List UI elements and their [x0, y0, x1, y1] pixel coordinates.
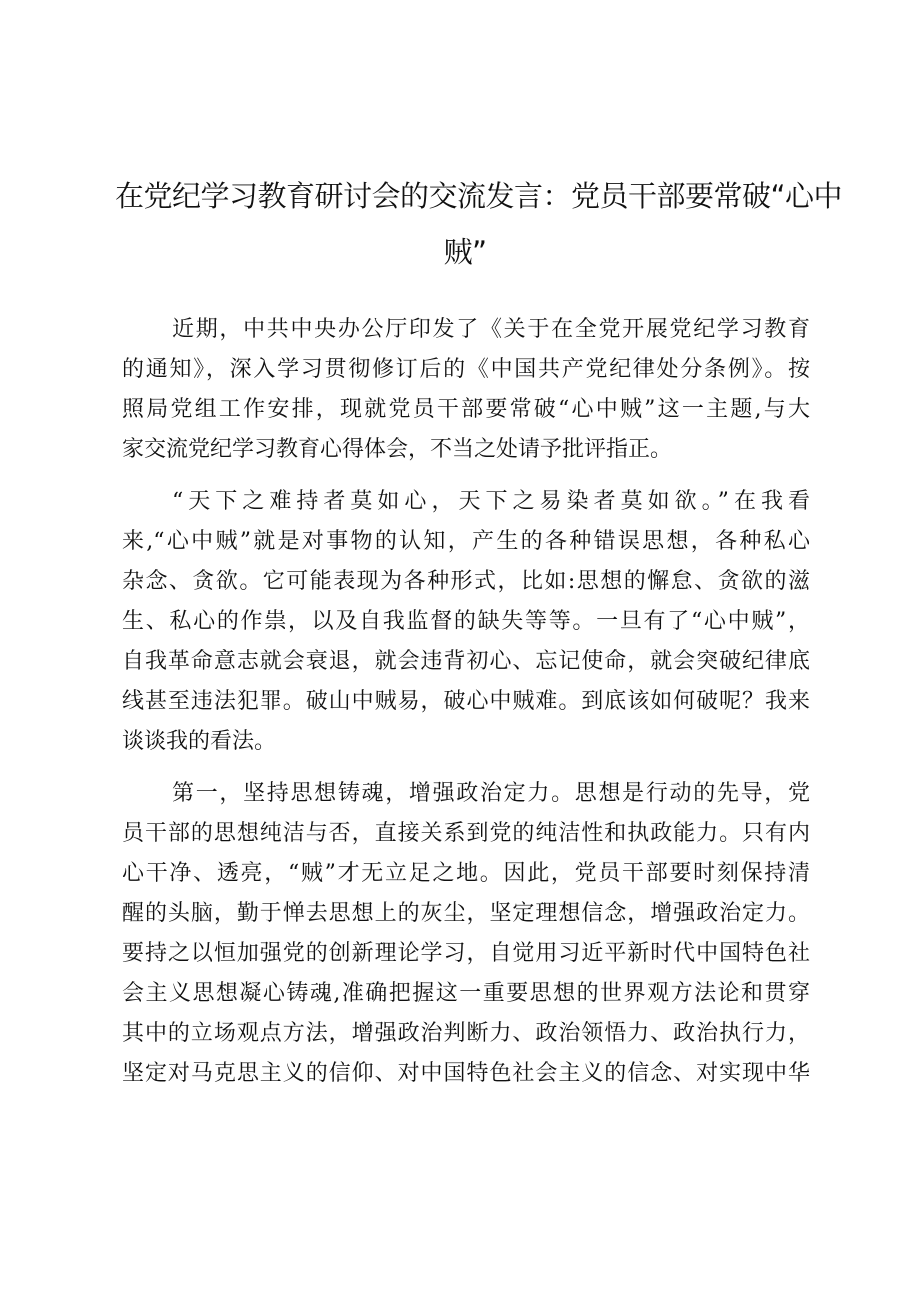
text-line: 醒的头脑，勤于惮去思想上的灰尘，坚定理想信念，增强政治定力。: [122, 901, 810, 926]
text-line: “天下之难持者莫如心，天下之易染者莫如欲。”在我看: [172, 489, 810, 514]
text-line: 心干净、透亮，“贼”才无立足之地。因此，党员干部要时刻保持清: [122, 861, 810, 886]
text-line: 会主义思想凝心铸魂,准确把握这一重要思想的世界观方法论和贯穿: [122, 981, 810, 1006]
paragraph-point-one: [122, 774, 810, 1094]
document-body: [122, 310, 810, 1106]
paragraph-intro: [122, 310, 810, 470]
text-line: 其中的立场观点方法，增强政治判断力、政治领悟力、政治执行力，: [122, 1021, 810, 1046]
text-line: 来,“心中贼”就是对事物的认知，产生的各种错误思想，各种私心: [122, 529, 810, 554]
text-line: 员干部的思想纯洁与否，直接关系到党的纯洁性和执政能力。只有内: [122, 821, 810, 846]
text-line: 杂念、贪欲。它可能表现为各种形式，比如:思想的懈怠、贪欲的滋: [122, 569, 810, 594]
text-line: 近期，中共中央办公厅印发了《关于在全党开展党纪学习教育: [172, 317, 810, 342]
text-line: 生、私心的作祟，以及自我监督的缺失等等。一旦有了“心中贼”，: [122, 609, 810, 634]
text-line: 的通知》，深入学习贯彻修订后的《中国共产党纪律处分条例》。按: [122, 357, 810, 382]
text-line: 要持之以恒加强党的创新理论学习，自觉用习近平新时代中国特色社: [122, 941, 810, 966]
text-line: 第一，坚持思想铸魂，增强政治定力。思想是行动的先导，党: [172, 781, 810, 806]
title-line: 在党纪学习教育研讨会的交流发言：党员干部要常破“心中: [115, 179, 843, 213]
document-title: [115, 168, 843, 280]
text-line: 照局党组工作安排，现就党员干部要常破“心中贼”这一主题,与大: [122, 397, 810, 422]
text-line: 坚定对马克思主义的信仰、对中国特色社会主义的信念、对实现中华: [122, 1061, 810, 1086]
text-line: 线甚至违法犯罪。破山中贼易，破心中贼难。到底该如何破呢？我来: [122, 689, 810, 714]
text-line: 自我革命意志就会衰退，就会违背初心、忘记使命，就会突破纪律底: [122, 649, 810, 674]
paragraph-quote: [122, 482, 810, 762]
text-line: 谈谈我的看法。: [122, 729, 277, 754]
text-line: 家交流党纪学习教育心得体会，不当之处请予批评指正。: [122, 437, 673, 462]
title-line: 贼”: [443, 235, 487, 269]
